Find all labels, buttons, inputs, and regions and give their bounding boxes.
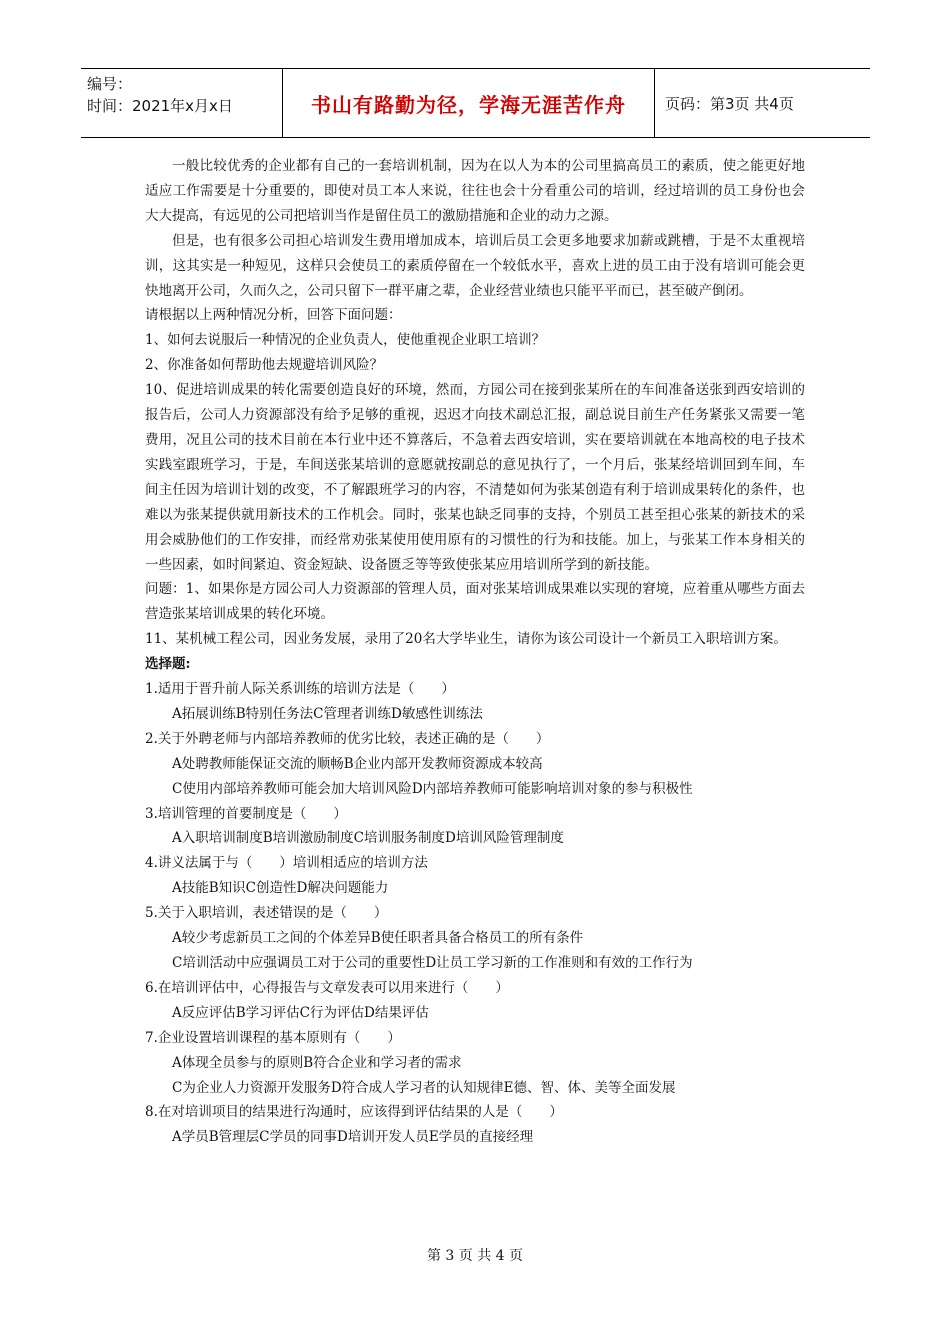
choice-question: 3.培训管理的首要制度是（ ） (145, 805, 347, 822)
choice-options: A入职培训制度B培训激励制度C培训服务制度D培训风险管理制度 (172, 830, 564, 847)
case-study: 11、某机械工程公司，因业务发展，录用了20名大学毕业生，请你为该公司设计一个新员工入职培训方案。 (145, 631, 787, 648)
choice-options: A学员B管理层C学员的同事D培训开发人员E学员的直接经理 (172, 1129, 534, 1146)
header-meta (81, 69, 283, 137)
case-question: 问题：1、如果你是方园公司人力资源部的管理人员，面对张某培训成果难以实现的窘境，应着重从哪些方面去营造张某培训成果的转化环境。 (145, 581, 805, 623)
section-title: 选择题: (145, 656, 191, 673)
paragraph: 但是，也有很多公司担心培训发生费用增加成本，培训后员工会更多地要求加薪或跳槽，于是不太重视培训，这其实是一种短见，这样只会使员工的素质停留在一个较低水平，喜欢上进的员工由于没有培训可能会更快地离开公司，久而久之，公司只留下一群平庸之辈，企业经营业绩也只能平平而已，甚至破产倒闭。 (145, 232, 805, 299)
page-footer: 第 3 页 共 4 页 (426, 1248, 524, 1264)
choice-options: A处聘教师能保证交流的顺畅B企业内部开发教师资源成本较高 (172, 755, 543, 772)
choice-question: 6.在培训评估中，心得报告与文章发表可以用来进行（ ） (145, 979, 509, 996)
choice-options: A技能B知识C创造性D解决问题能力 (172, 880, 389, 897)
case-study: 10、促进培训成果的转化需要创造良好的环境，然而，方园公司在接到张某所在的车间准备送张到西安培训的报告后，公司人力资源部没有给予足够的重视，迟迟才向技术副总汇报，副总说目前生产任务紧张又需要一笔费用，况且公司的技术目前在本行业中还不算落后，不急着去西安培训，实在要培训就在本地高校的电子技术实践室跟班学习，于是，车间送张某培训的意愿就按副总的意见执行了，一个月后，张某经培训回到车间，车间主任因为培训计划的改变，不了解跟班学习的内容，不清楚如何为张某创造有利于培训成果转化的条件，也难以为张某提供就用新技术的工作机会。同时，张某也缺乏同事的支持，个别员工甚至担心张某的新技术的采用会威胁他们的工作安排，而经常劝张某使用使用原有的习惯性的行为和技能。加上，与张某工作本身相关的一些因素，如时间紧迫、资金短缺、设备匮乏等等致使张某应用培训所学到的新技能。 (145, 382, 805, 573)
choice-options: C为企业人力资源开发服务D符合成人学习者的认知规律E德、智、体、美等全面发展 (172, 1079, 676, 1096)
choice-options: C培训活动中应强调员工对于公司的重要性D让员工学习新的工作准则和有效的工作行为 (172, 955, 693, 971)
prompt-text: 请根据以上两种情况分析，回答下面问题： (145, 307, 402, 324)
choice-options: A反应评估B学习评估C行为评估D结果评估 (172, 1004, 429, 1021)
choice-question: 8.在对培训项目的结果进行沟通时，应该得到评估结果的人是（ ） (145, 1104, 563, 1121)
question: 2、你准备如何帮助他去规避培训风险？ (145, 357, 384, 374)
motto: 书山有路勤为径，学海无涯苦作舟 (311, 92, 626, 117)
choice-question: 1.适用于晋升前人际关系训练的培训方法是（ ） (145, 681, 455, 698)
time-label: 时间：2021年x月x日 (87, 97, 233, 115)
question: 1、如何去说服后一种情况的企业负责人，使他重视企业职工培训？ (145, 332, 546, 349)
header-motto-cell (283, 69, 655, 137)
number-label: 编号： (87, 75, 133, 93)
choice-options: A较少考虑新员工之间的个体差异B使任职者具备合格员工的所有条件 (172, 930, 584, 947)
choice-question: 7.企业设置培训课程的基本原则有（ ） (145, 1029, 401, 1046)
document-body (145, 154, 805, 1150)
choice-options: C使用内部培养教师可能会加大培训风险D内部培养教师可能影响培训对象的参与积极性 (172, 780, 693, 797)
page-label: 页码：第3页 共4页 (665, 94, 794, 113)
choice-question: 2.关于外聘老师与内部培养教师的优劣比较，表述正确的是（ ） (145, 730, 550, 747)
choice-question: 4.讲义法属于与（ ）培训相适应的培训方法 (145, 855, 428, 872)
header-page-cell (655, 69, 870, 137)
choice-options: A拓展训练B特别任务法C管理者训练D敏感性训练法 (172, 705, 483, 722)
choice-options: A体现全员参与的原则B符合企业和学习者的需求 (172, 1054, 462, 1071)
choice-question: 5.关于入职培训，表述错误的是（ ） (145, 905, 388, 922)
page-header (81, 68, 870, 138)
paragraph: 一般比较优秀的企业都有自己的一套培训机制，因为在以人为本的公司里搞高员工的素质，使之能更好地适应工作需要是十分重要的，即使对员工本人来说，往往也会十分看重公司的培训，经过培训的员工身份也会大大提高，有远见的公司把培训当作是留住员工的激励措施和企业的动力之源。 (145, 158, 805, 224)
